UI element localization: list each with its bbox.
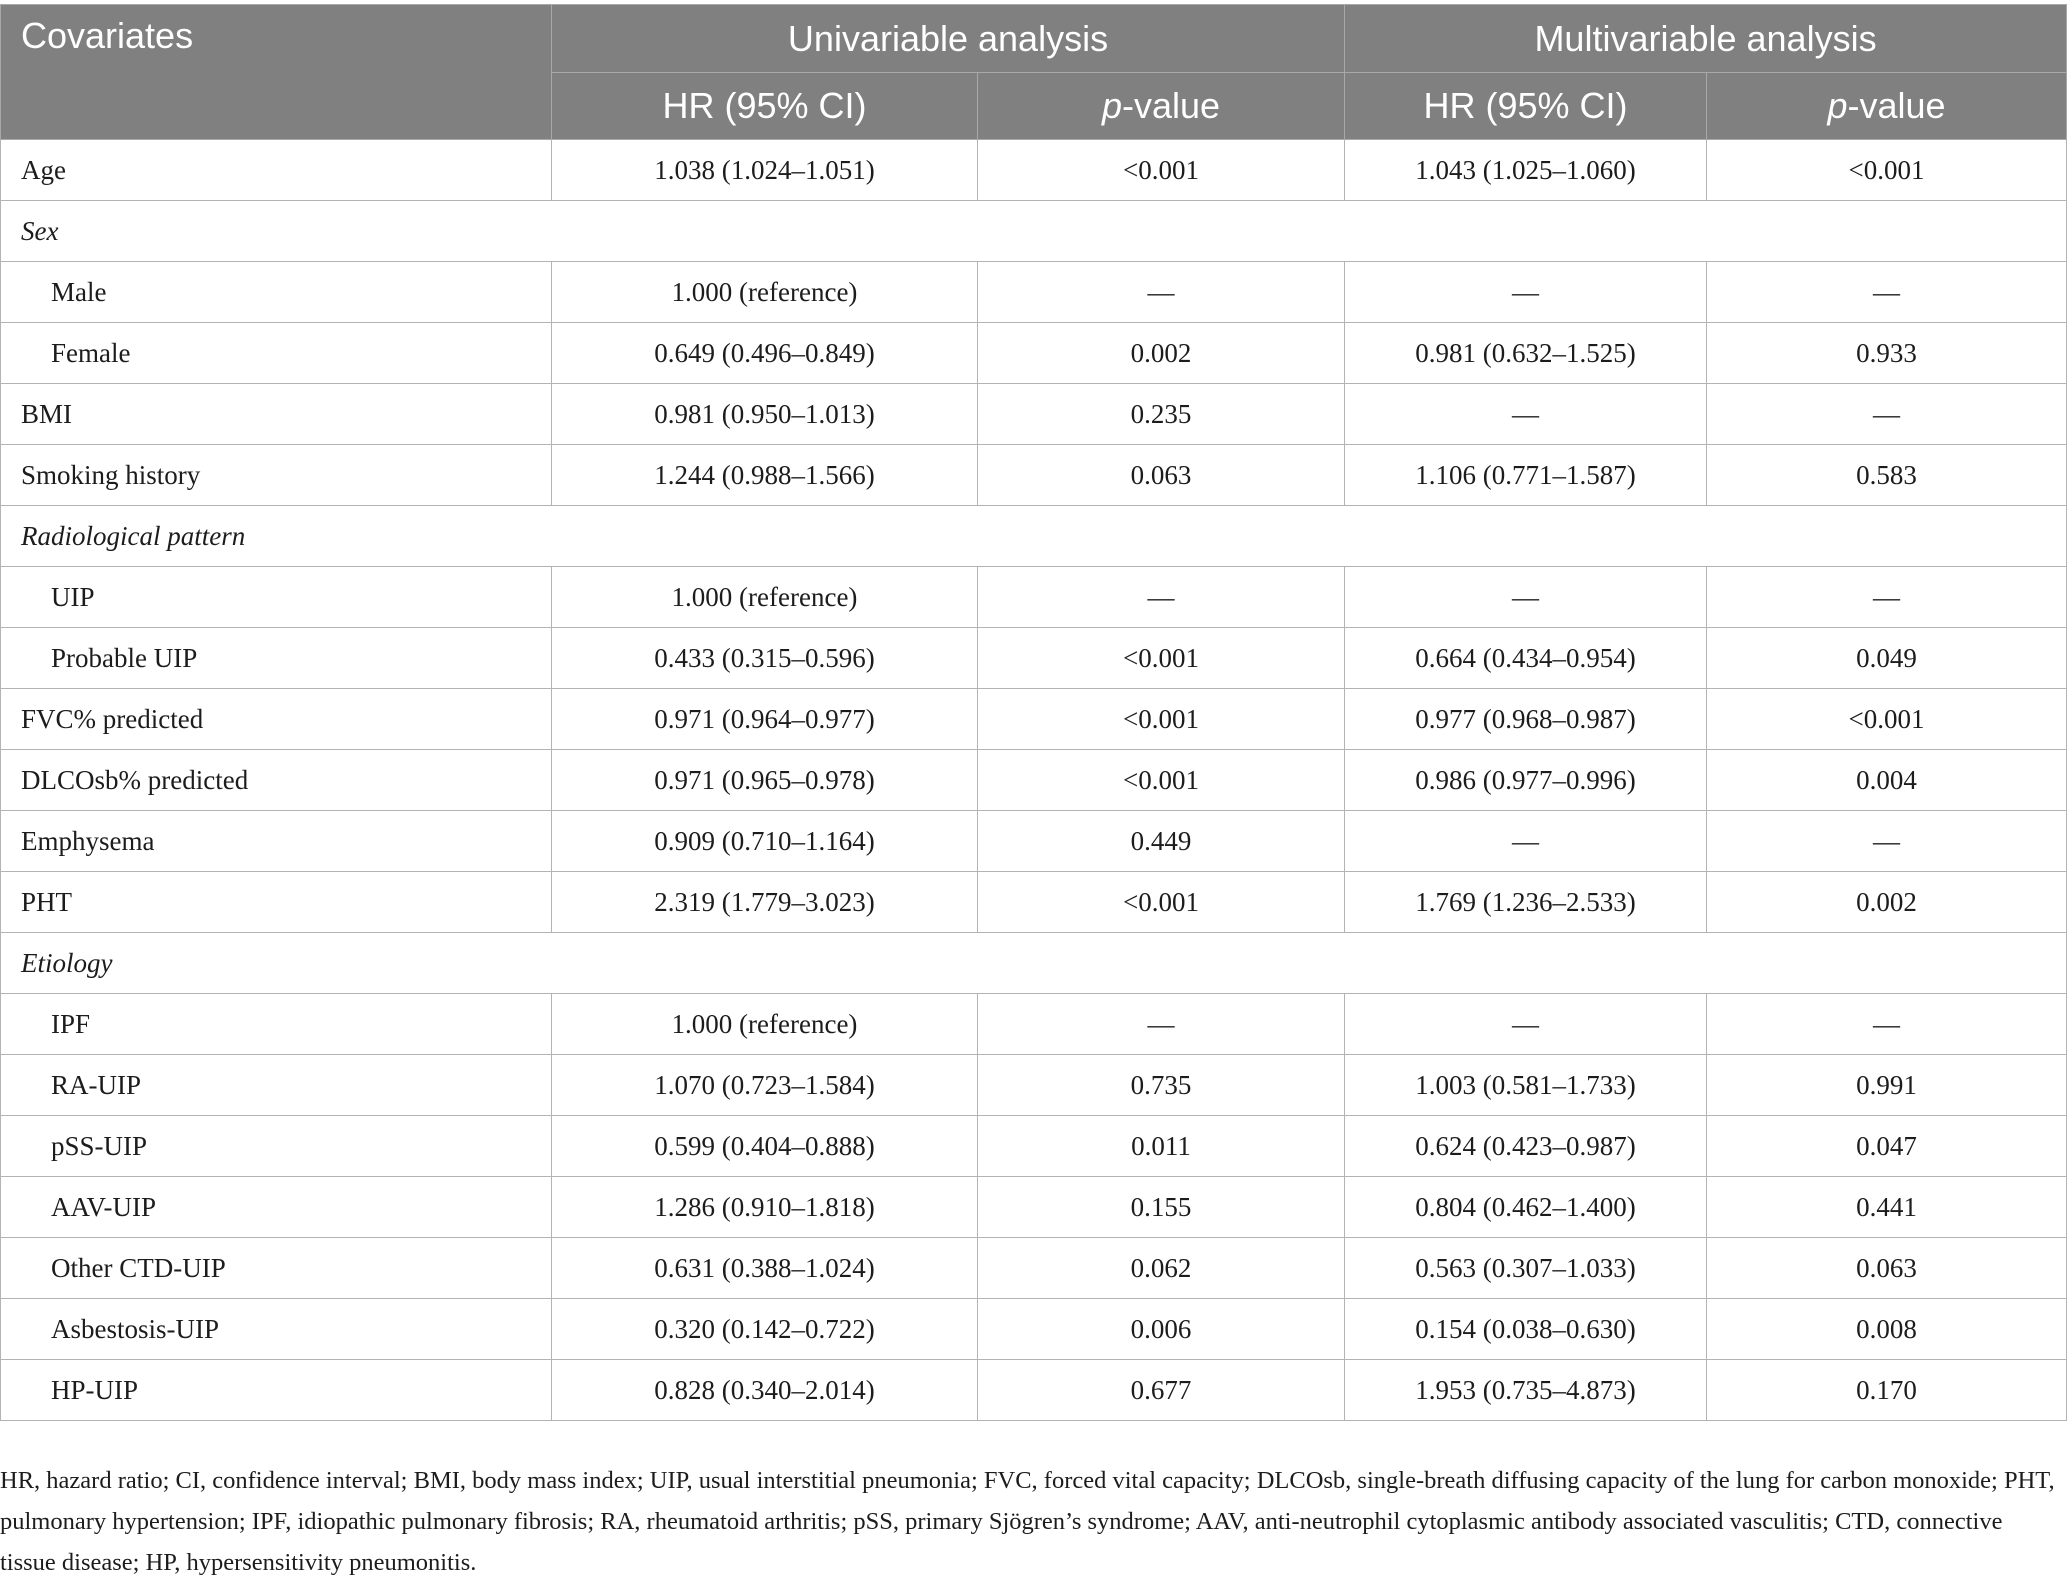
multi-hr-cell: 0.986 (0.977–0.996): [1345, 750, 1707, 811]
uni-p-cell: 0.062: [978, 1238, 1345, 1299]
covariate-label: Female: [1, 323, 552, 384]
uni-p-cell: 0.155: [978, 1177, 1345, 1238]
uni-p-cell: —: [978, 567, 1345, 628]
covariate-label: Smoking history: [1, 445, 552, 506]
multi-p-cell: <0.001: [1707, 689, 2067, 750]
multi-hr-cell: —: [1345, 384, 1707, 445]
uni-hr-cell: 0.909 (0.710–1.164): [552, 811, 978, 872]
uni-p-cell: <0.001: [978, 628, 1345, 689]
multi-p-cell: —: [1707, 262, 2067, 323]
uni-hr-cell: 0.981 (0.950–1.013): [552, 384, 978, 445]
multi-hr-cell: —: [1345, 994, 1707, 1055]
uni-p-cell: 0.006: [978, 1299, 1345, 1360]
uni-hr-cell: 1.070 (0.723–1.584): [552, 1055, 978, 1116]
uni-p-cell: 0.002: [978, 323, 1345, 384]
table-row: [1, 872, 2067, 933]
uni-p-cell: <0.001: [978, 750, 1345, 811]
multi-p-cell: 0.441: [1707, 1177, 2067, 1238]
multi-p-cell: 0.991: [1707, 1055, 2067, 1116]
multi-p-cell: <0.001: [1707, 140, 2067, 201]
uni-hr-cell: 1.000 (reference): [552, 567, 978, 628]
multi-hr-cell: —: [1345, 262, 1707, 323]
covariate-label: Asbestosis-UIP: [1, 1299, 552, 1360]
covariates-header: Covariates: [1, 5, 552, 140]
uni-p-cell: <0.001: [978, 872, 1345, 933]
group-row: [1, 933, 2067, 994]
uni-hr-cell: 1.244 (0.988–1.566): [552, 445, 978, 506]
uni-hr-cell: 0.599 (0.404–0.888): [552, 1116, 978, 1177]
uni-hr-cell: 2.319 (1.779–3.023): [552, 872, 978, 933]
covariate-label: DLCOsb% predicted: [1, 750, 552, 811]
multi-hr-cell: 1.769 (1.236–2.533): [1345, 872, 1707, 933]
covariate-label: HP-UIP: [1, 1360, 552, 1421]
multi-p-cell: 0.170: [1707, 1360, 2067, 1421]
table-row: [1, 628, 2067, 689]
table-container: [0, 4, 2067, 1421]
covariate-label: Age: [1, 140, 552, 201]
covariate-label: IPF: [1, 994, 552, 1055]
uni-hr-cell: 0.320 (0.142–0.722): [552, 1299, 978, 1360]
multi-hr-cell: 0.977 (0.968–0.987): [1345, 689, 1707, 750]
multi-p-cell: 0.008: [1707, 1299, 2067, 1360]
table-row: [1, 811, 2067, 872]
multi-p-cell: 0.004: [1707, 750, 2067, 811]
uni-p-header: [978, 73, 1345, 140]
uni-p-cell: 0.011: [978, 1116, 1345, 1177]
group-label: Etiology: [1, 933, 2067, 994]
uni-hr-cell: 1.000 (reference): [552, 994, 978, 1055]
group-label: Sex: [1, 201, 2067, 262]
uni-hr-cell: 0.433 (0.315–0.596): [552, 628, 978, 689]
multi-hr-cell: 0.981 (0.632–1.525): [1345, 323, 1707, 384]
multi-p-cell: —: [1707, 567, 2067, 628]
table-row: [1, 445, 2067, 506]
covariate-label: AAV-UIP: [1, 1177, 552, 1238]
covariate-label: PHT: [1, 872, 552, 933]
table-row: [1, 1116, 2067, 1177]
multi-hr-cell: —: [1345, 567, 1707, 628]
covariate-label: RA-UIP: [1, 1055, 552, 1116]
covariate-label: FVC% predicted: [1, 689, 552, 750]
covariate-label: Emphysema: [1, 811, 552, 872]
uni-hr-cell: 1.286 (0.910–1.818): [552, 1177, 978, 1238]
uni-hr-cell: 0.971 (0.964–0.977): [552, 689, 978, 750]
multi-p-cell: 0.002: [1707, 872, 2067, 933]
uni-p-cell: 0.735: [978, 1055, 1345, 1116]
table-row: [1, 750, 2067, 811]
table-row: [1, 140, 2067, 201]
hazard-ratio-table: [0, 4, 2067, 1421]
multi-hr-cell: 0.804 (0.462–1.400): [1345, 1177, 1707, 1238]
uni-hr-header: HR (95% CI): [552, 73, 978, 140]
uni-hr-cell: 0.971 (0.965–0.978): [552, 750, 978, 811]
covariate-label: UIP: [1, 567, 552, 628]
table-header: [1, 5, 2067, 140]
table-footnote: HR, hazard ratio; CI, confidence interval; BMI, body mass index; UIP, usual interstitial pneumonia; FVC, forced vital capacity; DLCOsb, single-breath diffusing capacity of the lung for carbon monoxide; PHT, pulmonary hypertension; IPF, idiopathic pulmonary fibrosis; RA, rheumatoid arthritis; pSS, primary Sjögren’s syndrome; AAV, anti-neutrophil cytoplasmic antibody associated vasculitis; CTD, connective tissue disease; HP, hypersensitivity pneumonitis.: [0, 1467, 2055, 1576]
table-body: [1, 140, 2067, 1421]
multi-p-cell: 0.063: [1707, 1238, 2067, 1299]
table-row: [1, 323, 2067, 384]
multi-hr-cell: 0.624 (0.423–0.987): [1345, 1116, 1707, 1177]
uni-p-cell: —: [978, 262, 1345, 323]
group-row: [1, 201, 2067, 262]
multi-p-header: [1707, 73, 2067, 140]
table-row: [1, 1177, 2067, 1238]
table-row: [1, 994, 2067, 1055]
uni-hr-cell: 0.649 (0.496–0.849): [552, 323, 978, 384]
multi-hr-cell: 0.664 (0.434–0.954): [1345, 628, 1707, 689]
covariate-label: Other CTD-UIP: [1, 1238, 552, 1299]
multi-hr-cell: 1.003 (0.581–1.733): [1345, 1055, 1707, 1116]
multi-hr-cell: 0.154 (0.038–0.630): [1345, 1299, 1707, 1360]
table-row: [1, 262, 2067, 323]
group-row: [1, 506, 2067, 567]
uni-hr-cell: 0.828 (0.340–2.014): [552, 1360, 978, 1421]
multi-hr-header: HR (95% CI): [1345, 73, 1707, 140]
table-row: [1, 689, 2067, 750]
table-row: [1, 567, 2067, 628]
uni-p-cell: 0.235: [978, 384, 1345, 445]
uni-hr-cell: 1.038 (1.024–1.051): [552, 140, 978, 201]
p-italic: p: [1101, 85, 1122, 126]
uni-p-cell: 0.677: [978, 1360, 1345, 1421]
table-row: [1, 384, 2067, 445]
table-row: [1, 1238, 2067, 1299]
multi-p-cell: —: [1707, 811, 2067, 872]
multi-p-cell: 0.049: [1707, 628, 2067, 689]
uni-p-cell: <0.001: [978, 689, 1345, 750]
p-italic: p: [1827, 85, 1848, 126]
uni-p-cell: <0.001: [978, 140, 1345, 201]
covariate-label: Male: [1, 262, 552, 323]
table-row: [1, 1055, 2067, 1116]
multi-p-cell: 0.583: [1707, 445, 2067, 506]
covariate-label: BMI: [1, 384, 552, 445]
multi-p-cell: —: [1707, 994, 2067, 1055]
group-label: Radiological pattern: [1, 506, 2067, 567]
multi-hr-cell: 1.106 (0.771–1.587): [1345, 445, 1707, 506]
table-row: [1, 1299, 2067, 1360]
uni-p-cell: 0.063: [978, 445, 1345, 506]
multi-p-cell: 0.047: [1707, 1116, 2067, 1177]
multi-hr-cell: 0.563 (0.307–1.033): [1345, 1238, 1707, 1299]
univariable-header: Univariable analysis: [552, 5, 1345, 73]
multi-hr-cell: —: [1345, 811, 1707, 872]
covariate-label: pSS-UIP: [1, 1116, 552, 1177]
covariate-label: Probable UIP: [1, 628, 552, 689]
multi-p-cell: 0.933: [1707, 323, 2067, 384]
uni-hr-cell: 0.631 (0.388–1.024): [552, 1238, 978, 1299]
p-suffix: -value: [1121, 85, 1221, 126]
uni-hr-cell: 1.000 (reference): [552, 262, 978, 323]
table-row: [1, 1360, 2067, 1421]
multivariable-header: Multivariable analysis: [1345, 5, 2067, 73]
uni-p-cell: —: [978, 994, 1345, 1055]
multi-hr-cell: 1.043 (1.025–1.060): [1345, 140, 1707, 201]
multi-p-cell: —: [1707, 384, 2067, 445]
p-suffix: -value: [1847, 85, 1946, 126]
multi-hr-cell: 1.953 (0.735–4.873): [1345, 1360, 1707, 1421]
uni-p-cell: 0.449: [978, 811, 1345, 872]
